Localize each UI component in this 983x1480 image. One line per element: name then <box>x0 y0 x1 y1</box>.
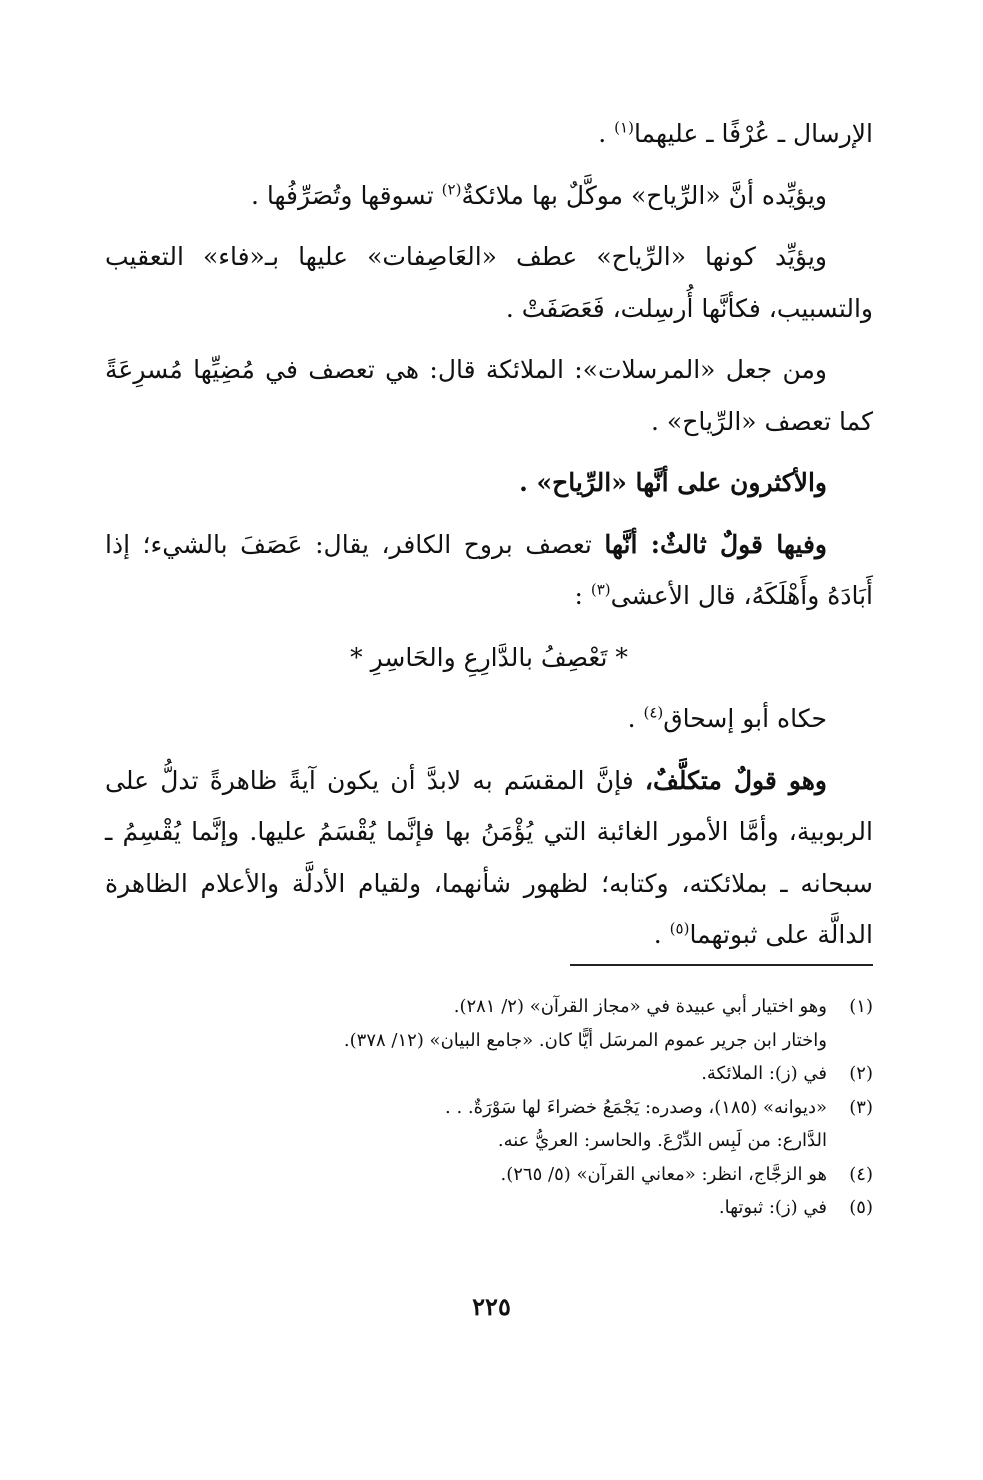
footnote-number: (٤) <box>849 1163 873 1185</box>
footnote-ref-3[interactable]: (٣) <box>590 580 611 599</box>
footnote-2 <box>105 1057 873 1091</box>
footnotes <box>105 990 873 1225</box>
paragraph-3: ويؤيِّد كونها «الرِّياح» عطف «العَاصِفات» عليها بـ«فاء» التعقيب والتسبيب، فكأنَّها أُرسِلت، فَعَصَفَتْ . <box>105 242 873 323</box>
paragraph-5: والأكثرون على أنَّها «الرِّياح» . <box>519 468 827 497</box>
footnote-4 <box>105 1158 873 1192</box>
footnote-1 <box>105 990 873 1024</box>
main-text <box>105 108 873 971</box>
poetry-verse: * تَعْصِفُ بالدَّارِعِ والحَاسِرِ * <box>350 642 628 672</box>
paragraph-2: ويؤيِّده أنَّ «الرِّياح» موكَّلٌ بها ملائكةٌ$^{(٢)}$ تسوقها وتُصَرِّفُها . <box>251 180 827 210</box>
footnote-divider <box>570 964 873 966</box>
footnote-5 <box>105 1191 873 1225</box>
paragraph-4: ومن جعل «المرسلات»: الملائكة قال: هي تعصف في مُضِيِّها مُسرِعَةً كما تعصف «الرِّياح» . <box>105 355 873 436</box>
footnote-text: في (ز): ثبوتها. <box>718 1197 827 1218</box>
paragraph-1: الإرسال ـ عُرْفًا ـ عليهما$^{(١)}$ . <box>598 118 873 148</box>
footnote-ref-5[interactable]: (٥) <box>669 919 690 938</box>
paragraph-7: حكاه أبو إسحاق$^{(٤)}$ . <box>627 703 827 733</box>
footnote-ref-4[interactable]: (٤) <box>643 703 664 722</box>
footnote-number: (٢) <box>849 1063 873 1084</box>
footnote-number: (١) <box>849 996 873 1017</box>
footnote-text: «ديوانه» (١٨٥)، وصدره: يَجْمَعُ خضراءَ لها سَوْرَةٌ. . . <box>445 1096 827 1118</box>
paragraph-6: وفيها قولٌ ثالثٌ: أنَّها تعصف بروح الكافر، يقال: عَصَفَ بالشيء؛ إذا أَبَادَهُ وأَهْلَكَهُ، قال الأعشى$^{(٣)}$ : <box>105 529 873 610</box>
paragraph-8: وهو قولٌ متكلَّفٌ، فإنَّ المقسَم به لابدَّ أن يكون آيةً ظاهرةً تدلُّ على الربوبية، وأمَّا الأمور الغائبة التي يُؤْمَنُ بها فإنَّما يُقْسَمُ عليها. وإنَّما يُقْسِمُ ـ سبحانه ـ بملائكته، وكتابه؛ لظهور شأنهما، ولقيام الأدلَّة والأعلام الظاهرة الدالَّة على ثبوتهما$^{(٥)}$ . <box>105 765 873 949</box>
footnote-text: وهو اختيار أبي عبيدة في «مجاز القرآن» (٢/ ٢٨١). <box>453 996 827 1017</box>
footnote-ref-2[interactable]: (٢) <box>441 180 462 199</box>
footnote-ref-1[interactable]: (١) <box>614 118 634 137</box>
footnote-1-continuation: واختار ابن جرير عموم المرسَل أيًّا كان. «جامع البيان» (١٢/ ٣٧٨). <box>343 1029 827 1051</box>
footnote-text: هو الزجَّاج، انظر: «معاني القرآن» (٥/ ٢٦٥). <box>500 1163 827 1185</box>
footnote-3 <box>105 1091 873 1125</box>
footnote-number: (٥) <box>849 1197 873 1218</box>
page-number: ٢٢٥ <box>472 1292 511 1321</box>
footnote-text: في (ز): الملائكة. <box>701 1063 827 1084</box>
footnote-number: (٣) <box>849 1096 873 1118</box>
footnote-3-continuation: الدَّارع: من لَبِس الدِّرْعَ. والحاسر: العريُّ عنه. <box>497 1130 827 1151</box>
